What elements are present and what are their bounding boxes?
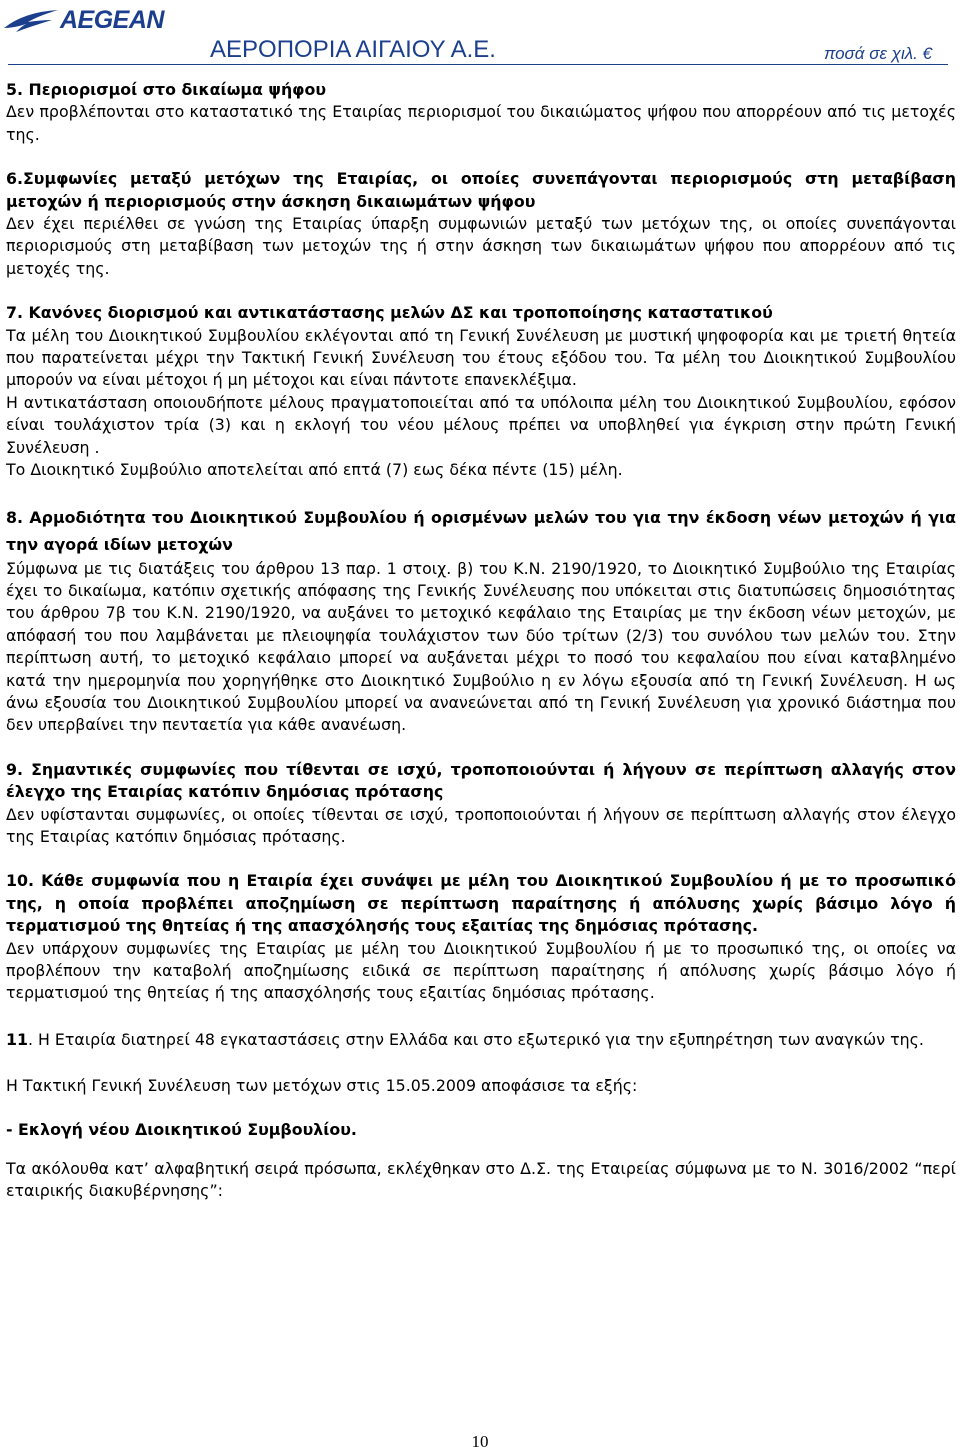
section-10-title: 10. Κάθε συμφωνία που η Εταιρία έχει συνάψει με μέλη του Διοικητικού Συμβουλίου ή με το προσωπικό της, η οποία προβλέπει αποζημίωση σε περίπτωση παραίτησης ή απόλυσης χωρίς βάσιμο λόγο ή τερματισμού της θητείας ή της απασχόλησής τους εξαιτίας της δημόσιας πρότασης. (6, 871, 956, 936)
section-6-body: Δεν έχει περιέλθει σε γνώση της Εταιρίας ύπαρξη συμφωνιών μεταξύ των μετόχων της, οι οποίες συνεπάγονται περιορισμούς στη μεταβίβαση των μετοχών της ή στην άσκηση των δικαιωμάτων ψήφου που απορρέουν από τις μετοχές της. (6, 214, 956, 278)
logo-text: AEGEAN (60, 6, 164, 34)
amounts-note: ποσά σε χιλ. € (823, 44, 932, 63)
section-11-body: . Η Εταιρία διατηρεί 48 εγκαταστάσεις στην Ελλάδα και στο εξωτερικό για την εξυπηρέτηση των αναγκών της. (27, 1029, 924, 1049)
section-7-paragraph-1: Τα μέλη του Διοικητικού Συμβουλίου εκλέγονται από τη Γενική Συνέλευση με μυστική ψηφοφορία και με τριετή θητεία που παρατείνεται μέχρι την Τακτική Γενική Συνέλευση του έτους εξόδου του. Τα μέλη του Διοικητικού Συμβουλίου μπορούν να είναι μέτοχοι ή μη μέτοχοι και είναι πάντοτε επανεκλέξιμα. (6, 325, 956, 390)
section-11 (6, 1027, 956, 1053)
swallow-icon (2, 8, 62, 34)
section-9-body: Δεν υφίστανται συμφωνίες, οι οποίες τίθενται σε ισχύ, τροποποιούνται ή λήγουν σε περίπτωση αλλαγής στον έλεγχο της Εταιρίας κατόπιν δημόσιας πρότασης. (6, 804, 956, 846)
aegean-logo (2, 4, 162, 38)
section-5-body: Δεν προβλέπονται στο καταστατικό της Εταιρίας περιορισμοί του δικαιώματος ψήφου που απορρέουν από τις μετοχές της. (6, 102, 956, 144)
company-name: ΑΕΡΟΠΟΡΙΑ ΑΙΓΑΙΟΥ Α.Ε. (210, 36, 496, 63)
section-8-body: Σύμφωνα με τις διατάξεις του άρθρου 13 παρ. 1 στοιχ. β) του Κ.Ν. 2190/1920, το Διοικητικό Συμβούλιο της Εταιρίας έχει το δικαίωμα, κατόπιν σχετικής απόφασης της Γενικής Συνέλευσης που υπόκειται στις διατυπώσεις δημοσιότητας του άρθρου 7β του Κ.Ν. 2190/1920, να αυξάνει το μετοχικό κεφάλαιο της Εταιρίας με την έκδοση νέων μετοχών, με απόφασή του που λαμβάνεται με πλειοψηφία τουλάχιστον των δύο τρίτων (2/3) του συνόλου των μελών του. Στην περίπτωση αυτή, το μετοχικό κεφάλαιο μπορεί να αυξάνεται μέχρι το ποσό του κεφαλαίου που είναι καταβλημένο κατά την ημερομηνία που χορηγήθηκε στο Διοικητικό Συμβούλιο η εν λόγω εξουσία από τη Γενική Συνέλευση. Η ως άνω εξουσία του Διοικητικού Συμβουλίου μπορεί να ανανεώνεται από τη Γενική Συνέλευση για χρονικό διάστημα που δεν υπερβαίνει την πενταετία για κάθε ανανέωση. (6, 558, 956, 735)
page-header (0, 0, 960, 63)
agm-intro: Η Τακτική Γενική Συνέλευση των μετόχων στις 15.05.2009 αποφάσισε τα εξής: (6, 1075, 638, 1095)
page-number: 10 (471, 1432, 489, 1451)
document-body (6, 79, 956, 1202)
agm-item-title: - Εκλογή νέου Διοικητικού Συμβουλίου. (6, 1120, 357, 1140)
section-7-paragraph-3: Το Διοικητικό Συμβούλιο αποτελείται από επτά (7) εως δέκα πέντε (15) μέλη. (6, 460, 623, 480)
section-9-title: 9. Σημαντικές συμφωνίες που τίθενται σε ισχύ, τροποποιούνται ή λήγουν σε περίπτωση αλλαγής στον έλεγχο της Εταιρίας κατόπιν δημόσιας πρότασης (6, 759, 956, 802)
section-6-title: 6.Συμφωνίες μεταξύ μετόχων της Εταιρίας, οι οποίες συνεπάγονται περιορισμούς στη μεταβίβαση μετοχών ή περιορισμούς στην άσκηση δικαιωμάτων ψήφου (6, 169, 956, 211)
section-8-title: 8. Αρμοδιότητα του Διοικητικού Συμβουλίου ή ορισμένων μελών του για την έκδοση νέων μετοχών ή για την αγορά ιδίων μετοχών (6, 507, 956, 554)
agm-item-body: Τα ακόλουθα κατ’ αλφαβητική σειρά πρόσωπα, εκλέχθηκαν στο Δ.Σ. της Εταιρείας σύμφωνα με το Ν. 3016/2002 “περί εταιρικής διακυβέρνησης”: (6, 1158, 956, 1201)
section-10-body: Δεν υπάρχουν συμφωνίες της Εταιρίας με μέλη του Διοικητικού Συμβουλίου ή με το προσωπικό της, οι οποίες να προβλέπουν την καταβολή αποζημίωσης ειδικά σε περίπτωση παραίτησης ή απόλυσης χωρίς βάσιμο λόγο ή τερματισμού της θητείας ή της απασχόλησής τους εξαιτίας δημόσιας πρότασης. (6, 938, 956, 1003)
header-rule (8, 64, 948, 65)
section-7-title: 7. Κανόνες διορισμού και αντικατάστασης μελών ΔΣ και τροποποίησης καταστατικού (6, 303, 773, 323)
section-5-title: 5. Περιορισμοί στο δικαίωμα ψήφου (6, 80, 327, 99)
section-7-paragraph-2: Η αντικατάσταση οποιουδήποτε μέλους πραγματοποιείται από τα υπόλοιπα μέλη του Διοικητικού Συμβουλίου, εφόσον είναι τουλάχιστον τρία (3) και η εκλογή του νέου μέλους πρέπει να υποβληθεί για έγκριση στην πρώτη Γενική Συνέλευση . (6, 392, 956, 457)
section-11-number: 11 (6, 1029, 28, 1049)
